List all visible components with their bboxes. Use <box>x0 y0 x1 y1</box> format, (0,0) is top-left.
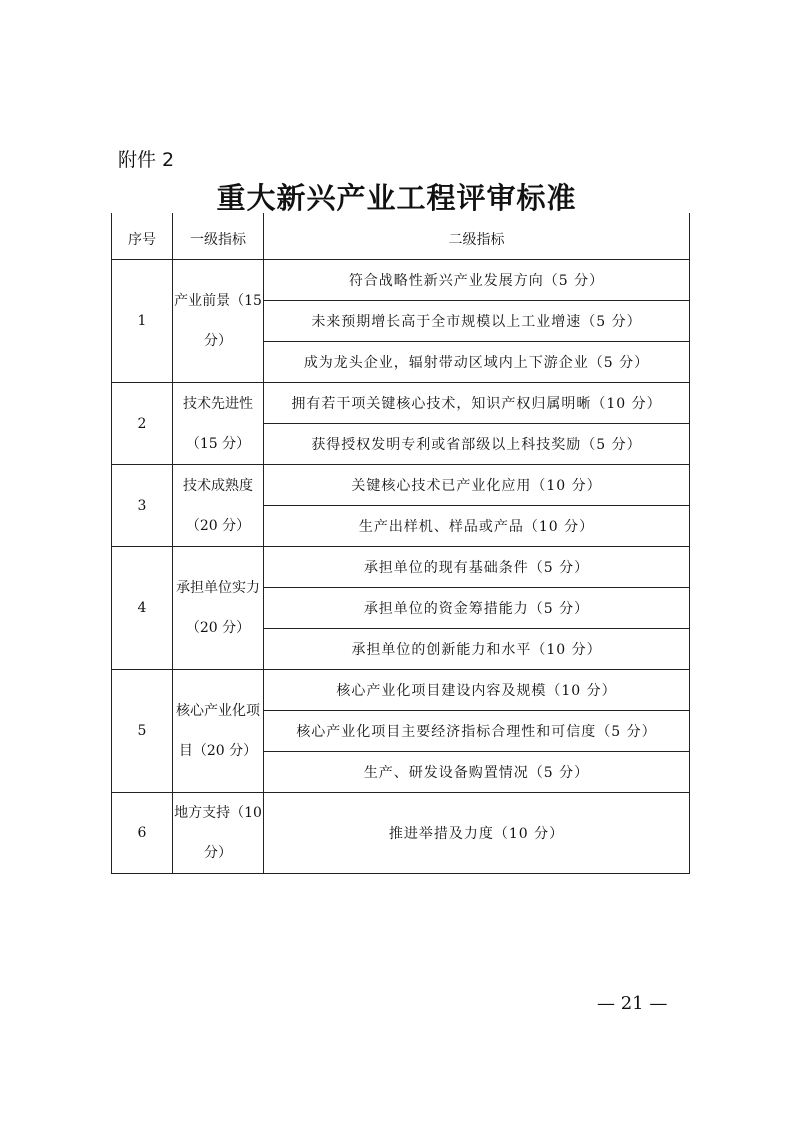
seq-cell: 3 <box>112 465 173 547</box>
table-row <box>112 793 690 874</box>
level2-cell: 核心产业化项目建设内容及规模（10 分） <box>264 670 690 711</box>
seq-cell: 4 <box>112 547 173 670</box>
document-title: 重大新兴产业工程评审标准 <box>216 181 577 215</box>
level2-cell: 成为龙头企业，辐射带动区域内上下游企业（5 分） <box>264 342 690 383</box>
level2-cell: 生产、研发设备购置情况（5 分） <box>264 752 690 793</box>
seq-cell: 5 <box>112 670 173 793</box>
level2-cell: 推进举措及力度（10 分） <box>264 793 690 874</box>
seq-cell: 1 <box>112 260 173 383</box>
table-header-row <box>112 213 690 260</box>
level2-cell: 拥有若干项关键核心技术，知识产权归属明晰（10 分） <box>264 383 690 424</box>
level2-cell: 未来预期增长高于全市规模以上工业增速（5 分） <box>264 301 690 342</box>
seq-cell: 2 <box>112 383 173 465</box>
level1-cell: 技术先进性（15 分） <box>173 383 264 465</box>
level2-cell: 生产出样机、样品或产品（10 分） <box>264 506 690 547</box>
table-row <box>112 465 690 506</box>
level2-cell: 获得授权发明专利或省部级以上科技奖励（5 分） <box>264 424 690 465</box>
level2-cell: 符合战略性新兴产业发展方向（5 分） <box>264 260 690 301</box>
review-criteria-table <box>111 213 690 874</box>
table-row <box>112 547 690 588</box>
table-row <box>112 260 690 301</box>
level1-cell: 地方支持（10 分） <box>173 793 264 874</box>
table-row <box>112 383 690 424</box>
level1-cell: 核心产业化项目（20 分） <box>173 670 264 793</box>
level1-cell: 产业前景（15 分） <box>173 260 264 383</box>
level1-cell: 技术成熟度（20 分） <box>173 465 264 547</box>
annex-label: 附件 2 <box>118 149 175 171</box>
level1-cell: 承担单位实力（20 分） <box>173 547 264 670</box>
level2-cell: 关键核心技术已产业化应用（10 分） <box>264 465 690 506</box>
level2-cell: 核心产业化项目主要经济指标合理性和可信度（5 分） <box>264 711 690 752</box>
header-level2: 二级指标 <box>264 213 690 260</box>
level2-cell: 承担单位的资金筹措能力（5 分） <box>264 588 690 629</box>
seq-cell: 6 <box>112 793 173 874</box>
level2-cell: 承担单位的创新能力和水平（10 分） <box>264 629 690 670</box>
page-number: — 21 — <box>597 993 668 1014</box>
table-row <box>112 670 690 711</box>
header-seq: 序号 <box>112 213 173 260</box>
header-level1: 一级指标 <box>173 213 264 260</box>
level2-cell: 承担单位的现有基础条件（5 分） <box>264 547 690 588</box>
